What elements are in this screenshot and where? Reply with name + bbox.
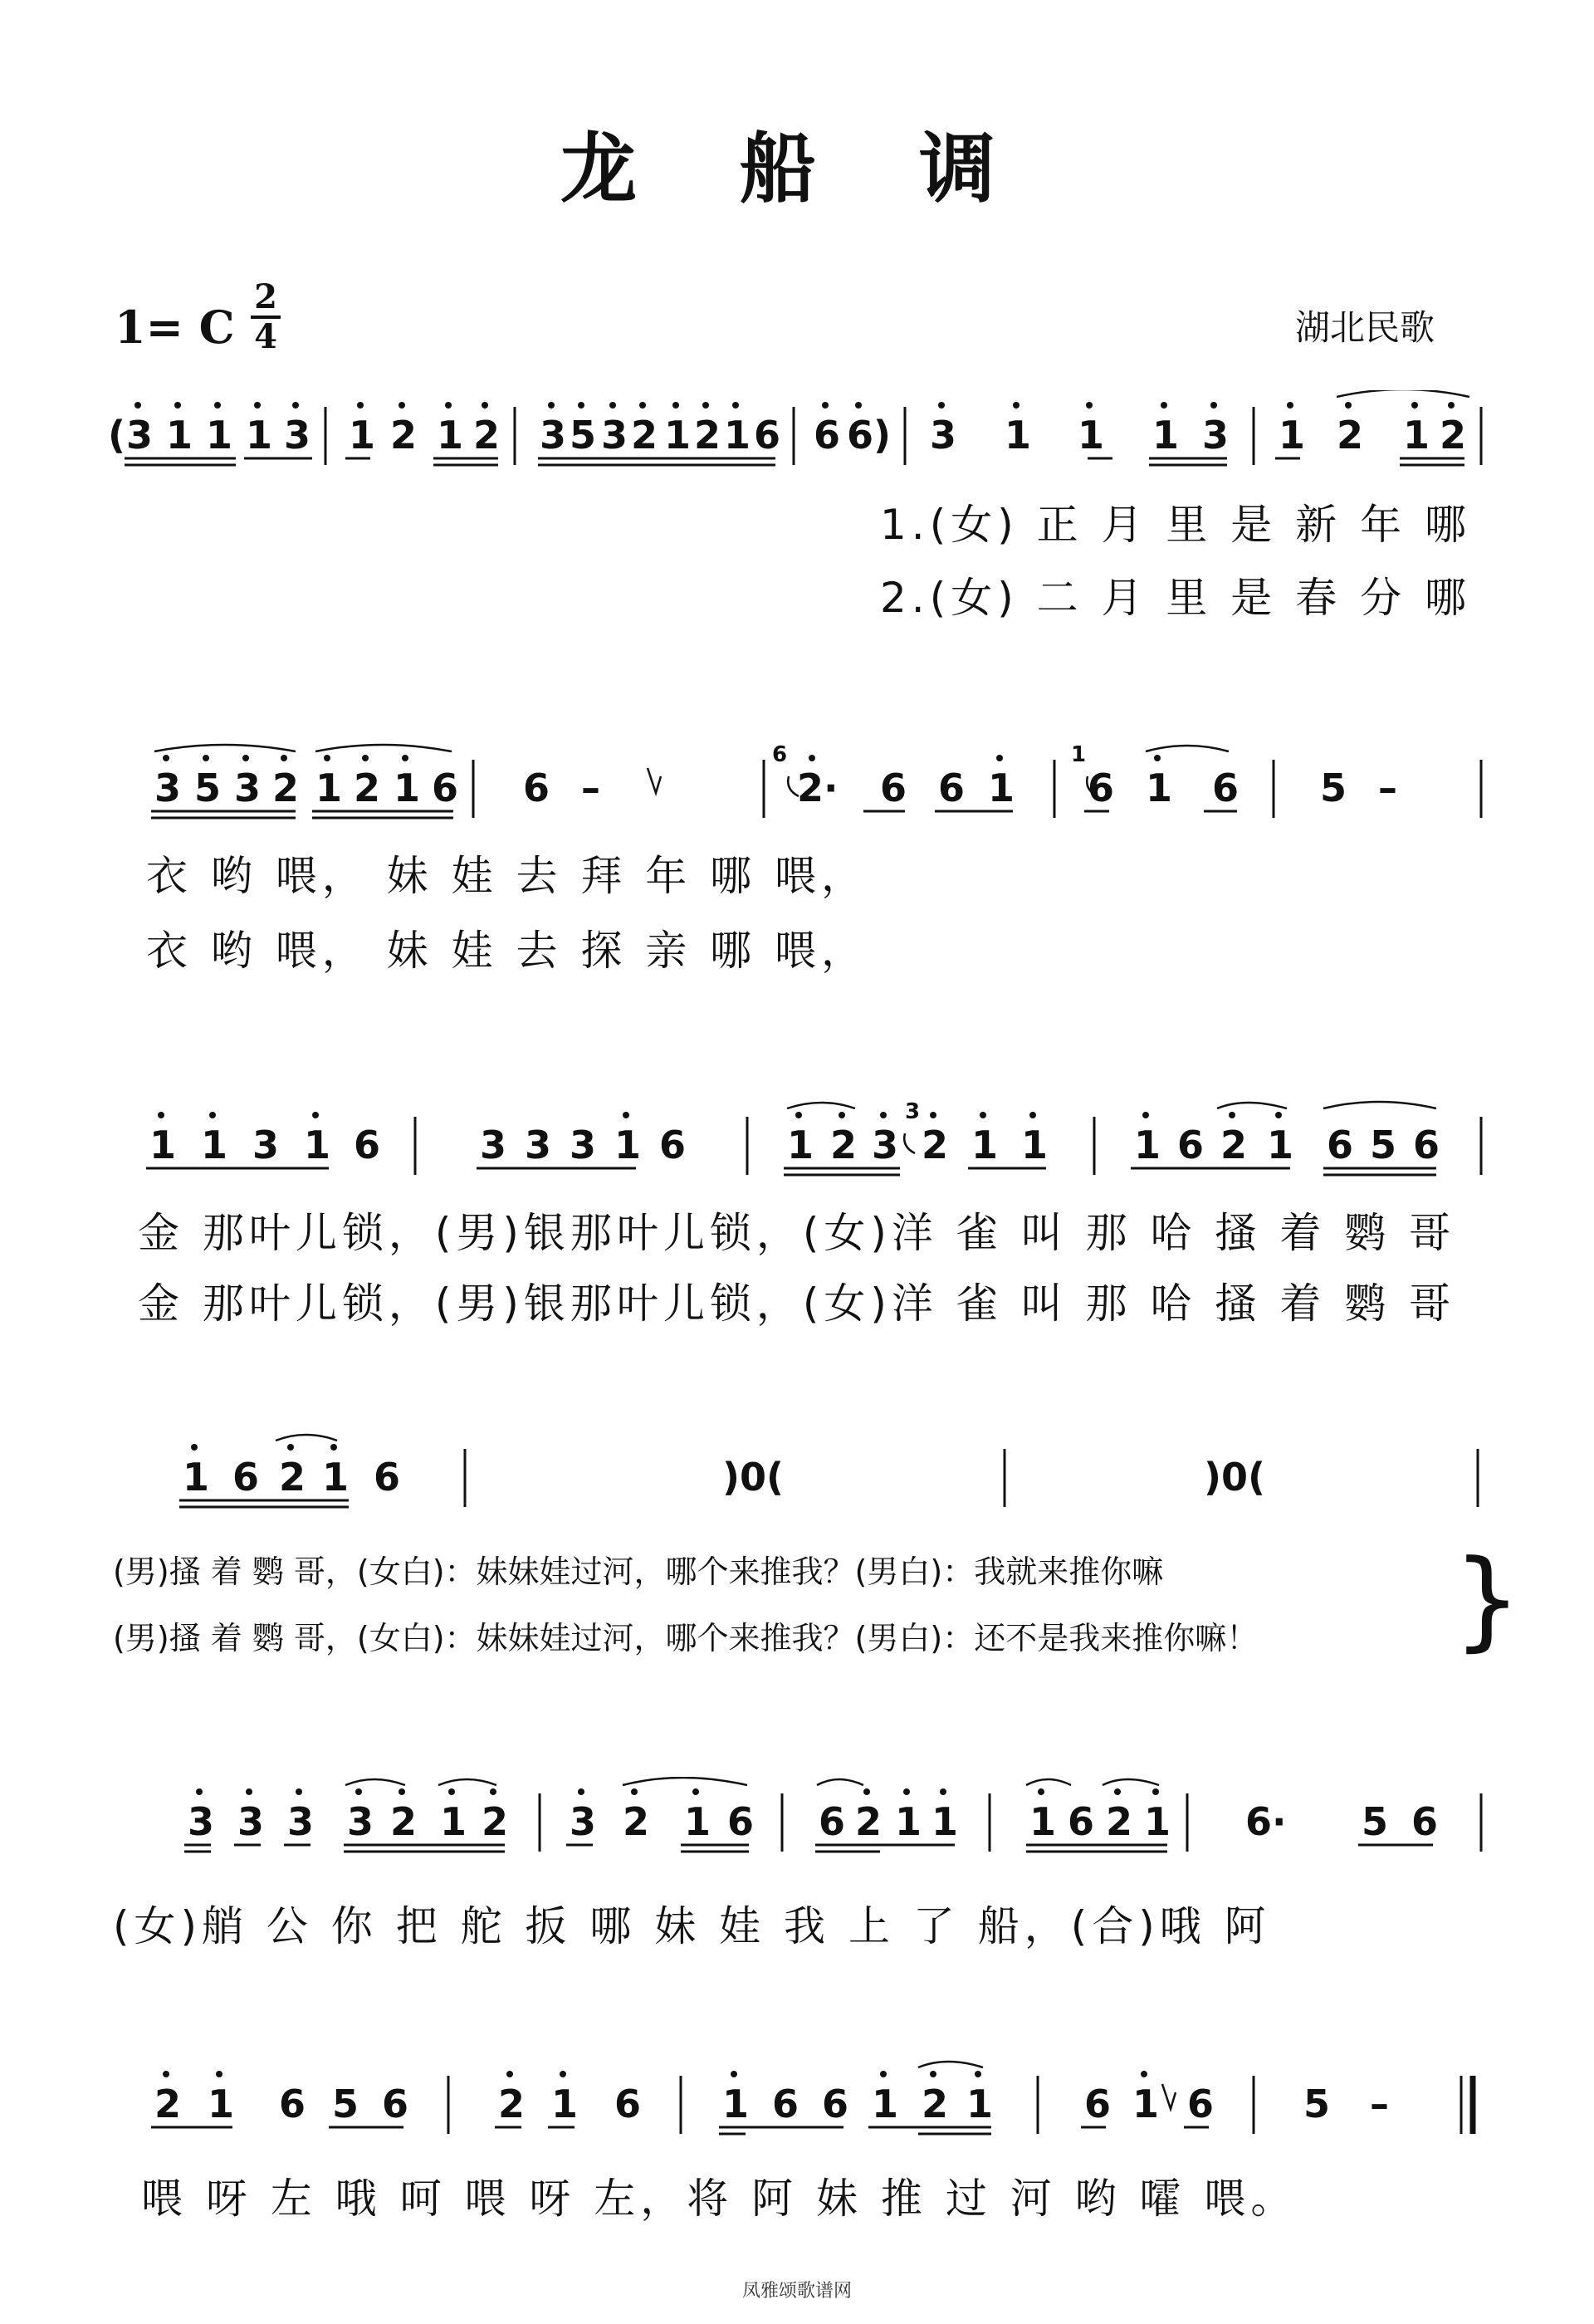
svg-text:6: 6 [1413, 1123, 1440, 1167]
svg-text:3: 3 [347, 1799, 374, 1844]
svg-text:1: 1 [201, 1123, 228, 1167]
notation-line-3-svg [108, 1100, 1486, 1191]
svg-text:2: 2 [830, 1123, 858, 1167]
notation-line-5-svg [108, 1777, 1486, 1868]
svg-text:5: 5 [1320, 766, 1347, 810]
svg-text:6: 6 [880, 766, 907, 810]
svg-text:–: – [1370, 2082, 1389, 2126]
svg-text:6: 6 [232, 1455, 260, 1500]
svg-text:1: 1 [1134, 1123, 1161, 1167]
svg-text:1: 1 [246, 413, 273, 457]
svg-text:1: 1 [787, 1123, 814, 1167]
key-signature: 1= C [115, 301, 235, 354]
svg-text:6: 6 [432, 766, 459, 810]
svg-text:3: 3 [126, 413, 154, 457]
svg-text:6: 6 [279, 2082, 306, 2126]
svg-text:3: 3 [540, 413, 567, 457]
svg-text:1: 1 [1279, 413, 1306, 457]
svg-text:5: 5 [1370, 1123, 1397, 1167]
svg-text:1: 1 [183, 1455, 210, 1500]
song-title: 龙 船 调 [560, 124, 1034, 213]
svg-text:1: 1 [1146, 766, 1173, 810]
svg-text:2: 2 [623, 1799, 650, 1844]
svg-text:3: 3 [905, 1100, 921, 1124]
svg-text:6: 6 [754, 413, 781, 457]
svg-text:3: 3 [234, 766, 262, 810]
svg-text:3: 3 [252, 1123, 280, 1167]
svg-text:6: 6 [772, 2082, 799, 2126]
svg-text:1: 1 [208, 2082, 235, 2126]
svg-text:2·: 2· [797, 766, 839, 810]
svg-text:1: 1 [551, 2082, 579, 2126]
svg-text:6: 6 [374, 1455, 401, 1500]
svg-text:6: 6 [1088, 766, 1115, 810]
svg-text:1: 1 [1021, 1123, 1049, 1167]
lyric-line-3-verse-2: 金 那叶儿锁，(男)银那叶儿锁，(女)洋 雀 叫 那 哈 搔 着 鹦 哥 [138, 1279, 1456, 1328]
time-signature [249, 277, 282, 356]
svg-text:1: 1 [664, 413, 692, 457]
svg-text:2: 2 [631, 413, 658, 457]
svg-text:1: 1 [349, 413, 376, 457]
svg-text:–: – [581, 766, 600, 810]
svg-text:2: 2 [922, 2082, 949, 2126]
svg-text:5: 5 [1362, 1799, 1389, 1844]
svg-text:3: 3 [188, 1799, 215, 1844]
svg-text:1: 1 [1078, 413, 1105, 457]
lyric-line-2-verse-1: 衣 哟 喂， 妹 娃 去 拜 年 哪 喂， [146, 852, 868, 900]
svg-text:6: 6 [1177, 1123, 1205, 1167]
notation-line-2 [108, 743, 1486, 834]
notation-line-2-svg [108, 743, 1486, 834]
meter-bottom: 4 [254, 317, 277, 356]
svg-text:1: 1 [724, 413, 751, 457]
svg-text:6: 6 [523, 766, 550, 810]
svg-text:2: 2 [855, 1799, 883, 1844]
svg-text:6: 6 [614, 2082, 642, 2126]
lyric-line-1-verse-2: 2.(女) 二 月 里 是 春 分 哪 [880, 574, 1471, 622]
svg-text:3: 3 [284, 413, 311, 457]
svg-text:6: 6 [814, 413, 841, 457]
svg-text:2: 2 [1440, 413, 1467, 457]
svg-text:6·: 6· [1245, 1799, 1287, 1844]
lyric-line-4-verse-2: (男)搔 着 鹦 哥，(女白)：妹妹娃过河，哪个来推我？(男白)：还不是我来推你嘛！ [113, 1620, 1259, 1656]
svg-text:6: 6 [354, 1123, 381, 1167]
svg-text:6: 6 [938, 766, 966, 810]
svg-text:2: 2 [354, 766, 381, 810]
svg-text:5: 5 [332, 2082, 359, 2126]
svg-text:1: 1 [315, 766, 343, 810]
notation-line-5 [108, 1777, 1486, 1868]
svg-text:1: 1 [684, 1799, 711, 1844]
svg-text:1: 1 [931, 1799, 959, 1844]
svg-text:)0(: )0( [722, 1455, 785, 1500]
svg-text:1: 1 [322, 1455, 350, 1500]
lyric-line-5: (女)艄 公 你 把 舵 扳 哪 妹 娃 我 上 了 船，(合)哦 阿 [113, 1902, 1271, 1950]
svg-text:1: 1 [1071, 743, 1087, 767]
svg-text:6: 6 [659, 1123, 687, 1167]
svg-text:1: 1 [614, 1123, 642, 1167]
svg-text:2: 2 [279, 1455, 306, 1500]
svg-text:6: 6 [727, 1799, 755, 1844]
notation-line-6 [108, 2059, 1486, 2150]
lyric-line-1-verse-1: 1.(女) 正 月 里 是 新 年 哪 [880, 501, 1471, 549]
svg-text:2: 2 [473, 413, 501, 457]
lyric-line-4-verse-1: (男)搔 着 鹦 哥，(女白)：妹妹娃过河，哪个来推我？(男白)：我就来推你嘛 [113, 1553, 1164, 1590]
svg-text:2: 2 [272, 766, 300, 810]
svg-text:3: 3 [601, 413, 628, 457]
svg-text:6: 6 [1411, 1799, 1439, 1844]
svg-text:1: 1 [872, 2082, 899, 2126]
svg-text:2: 2 [390, 1799, 418, 1844]
svg-text:5: 5 [570, 413, 597, 457]
svg-text:2: 2 [498, 2082, 526, 2126]
svg-text:1: 1 [1144, 1799, 1171, 1844]
svg-text:6: 6 [382, 2082, 409, 2126]
svg-text:3: 3 [480, 1123, 507, 1167]
svg-text:2: 2 [922, 1123, 949, 1167]
svg-text:2: 2 [1106, 1799, 1133, 1844]
svg-text:1: 1 [394, 766, 421, 810]
svg-text:5: 5 [1303, 2082, 1331, 2126]
svg-text:3: 3 [525, 1123, 552, 1167]
svg-text:3: 3 [872, 1123, 899, 1167]
svg-text:2: 2 [1220, 1123, 1248, 1167]
verse-brace: } [1453, 1536, 1522, 1662]
svg-text:6: 6 [1068, 1799, 1095, 1844]
svg-text:3: 3 [237, 1799, 265, 1844]
notation-line-4 [108, 1432, 1486, 1524]
svg-text:3: 3 [570, 1799, 597, 1844]
svg-text:6): 6) [847, 413, 892, 457]
svg-text:6: 6 [1187, 2082, 1215, 2126]
svg-text:1: 1 [166, 413, 193, 457]
svg-text:1: 1 [1005, 413, 1032, 457]
svg-text:6: 6 [819, 1799, 846, 1844]
meter-top: 2 [254, 277, 277, 316]
svg-text:2: 2 [390, 413, 418, 457]
lyric-line-6: 喂 呀 左 哦 呵 喂 呀 左，将 阿 妹 推 过 河 哟 嚯 喂。 [141, 2175, 1298, 2223]
svg-text:1: 1 [1152, 413, 1180, 457]
svg-text:1: 1 [440, 1799, 467, 1844]
notation-line-4-svg [108, 1432, 1486, 1524]
lyric-line-2-verse-2: 衣 哟 喂， 妹 娃 去 探 亲 哪 喂， [146, 927, 868, 975]
svg-text:3: 3 [1202, 413, 1230, 457]
notation-line-3 [108, 1100, 1486, 1191]
svg-text:(: ( [108, 413, 126, 457]
lyric-line-3-verse-1: 金 那叶儿锁，(男)银那叶儿锁，(女)洋 雀 叫 那 哈 搔 着 鹦 哥 [138, 1209, 1456, 1257]
svg-text:1: 1 [971, 1123, 999, 1167]
notation-line-1 [108, 390, 1486, 482]
svg-text:2: 2 [1337, 413, 1364, 457]
svg-text:6: 6 [822, 2082, 849, 2126]
svg-text:1: 1 [437, 413, 464, 457]
svg-text:1: 1 [1403, 413, 1430, 457]
svg-text:6: 6 [1084, 2082, 1112, 2126]
svg-text:1: 1 [1132, 2082, 1160, 2126]
svg-text:2: 2 [482, 1799, 509, 1844]
svg-text:–: – [1378, 766, 1397, 810]
svg-text:6: 6 [772, 743, 788, 767]
svg-text:3: 3 [287, 1799, 315, 1844]
notation-line-6-svg [108, 2059, 1486, 2150]
notation-line-1-svg [108, 390, 1486, 482]
svg-text:1: 1 [1029, 1799, 1057, 1844]
svg-text:2: 2 [694, 413, 721, 457]
svg-text:1: 1 [1267, 1123, 1294, 1167]
svg-text:1: 1 [206, 413, 233, 457]
svg-text:1: 1 [895, 1799, 922, 1844]
svg-text:1: 1 [304, 1123, 331, 1167]
svg-text:)0(: )0( [1204, 1455, 1266, 1500]
footer-watermark: 凤雅颂歌谱网 [741, 2281, 852, 2302]
svg-text:5: 5 [194, 766, 222, 810]
svg-text:2: 2 [154, 2082, 182, 2126]
svg-text:6: 6 [1212, 766, 1240, 810]
svg-text:1: 1 [988, 766, 1015, 810]
svg-text:6: 6 [1327, 1123, 1354, 1167]
svg-text:1: 1 [966, 2082, 994, 2126]
svg-text:1: 1 [149, 1123, 177, 1167]
svg-text:3: 3 [154, 766, 182, 810]
song-source: 湖北民歌 [1295, 307, 1435, 348]
svg-text:3: 3 [930, 413, 957, 457]
svg-text:3: 3 [570, 1123, 597, 1167]
svg-text:1: 1 [722, 2082, 750, 2126]
